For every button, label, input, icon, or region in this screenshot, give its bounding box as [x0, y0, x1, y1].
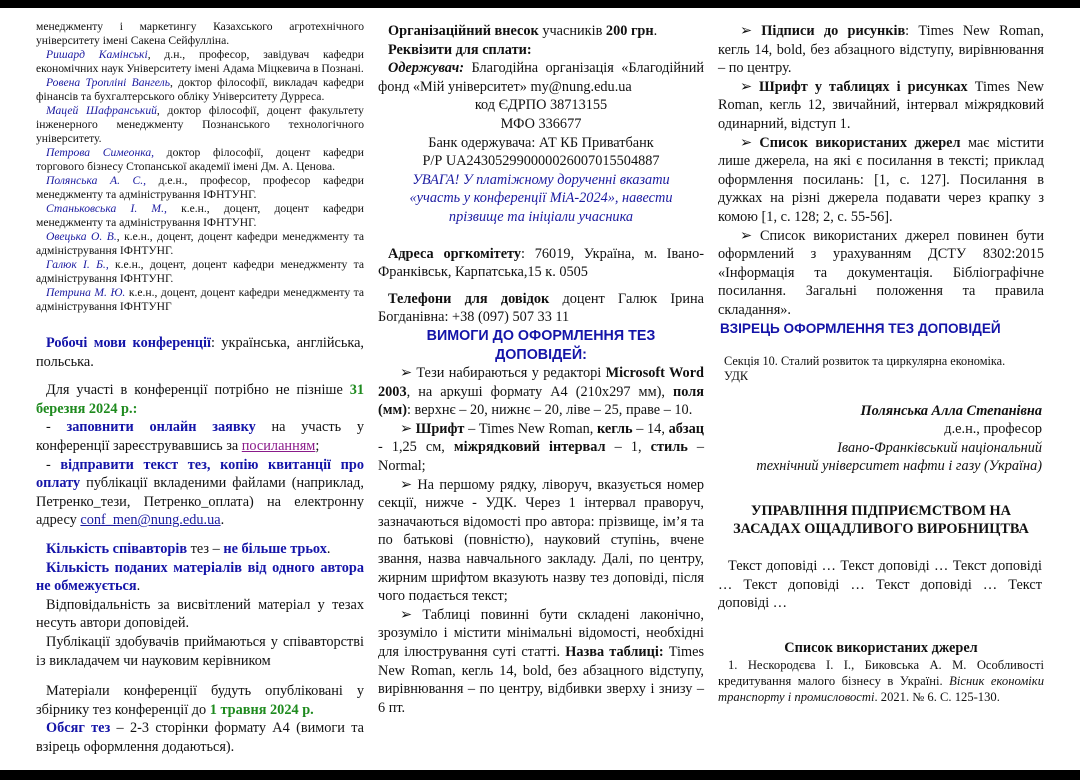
requirement-item: ➢ Список використаних джерел повинен бути оформлений з урахуванням ДСТУ 8302:2015 «Інформація та документація. Бібліографічне посилання. Загальні положення та правила складання».	[718, 227, 1044, 320]
reference-item: 1. Нескородєва І. І., Биковська А. М. Особливості кредитування малого бізнесу в Україні. Вісник економіки транспорту і промисловості. 2021. № 6. С. 125-130.	[718, 657, 1044, 704]
requisites-heading: Реквізити для сплати:	[388, 41, 532, 58]
requirement-item: ➢ Шрифт – Times New Roman, кегль – 14, абзац - 1,25 см, міжрядковий інтервал – 1, стиль – Normal;	[378, 420, 704, 476]
member-name: Петрова Симеонка,	[46, 146, 155, 159]
requirement-item: ➢ Тези набираються у редакторі Microsoft Word 2003, на аркуші формату А4 (210х297 мм), поля (мм): верхнє – 20, нижнє – 20, ліве – 25, праве – 10.	[378, 364, 704, 420]
member-name: Ришард Камінські	[46, 48, 148, 61]
coauthors-paragraph: Кількість співавторів тез – не більше трьох.	[46, 540, 331, 557]
publication-paragraph: Матеріали конференції будуть опубліковані у збірнику тез конференції до 1 травня 2024 р.	[36, 683, 364, 718]
conference-email-link[interactable]: conf_men@nung.edu.ua	[80, 512, 221, 529]
member-name: Станьковська І. М.,	[46, 202, 167, 215]
member-name: Мацей Шафранський	[46, 104, 157, 117]
member-name: Ровена Тропліні Вангель	[46, 76, 170, 89]
sample-udc: УДК	[724, 368, 749, 383]
phones-paragraph: Телефони для довідок доцент Галюк Ірина Богданівна: +38 (097) 507 33 11	[378, 290, 704, 326]
brochure-page	[0, 8, 1080, 770]
member-name: Овецька О. В.	[46, 230, 117, 243]
payment-notice: УВАГА! У платіжному дорученні вказати «участь у конференції МіА-2024», навести прізвище та ініціали учасника	[409, 171, 673, 225]
materials-paragraph: Кількість поданих матеріалів від одного автора не обмежується.	[36, 559, 364, 595]
sample-body: Текст доповіді … Текст доповіді … Текст доповіді … Текст доповіді … Текст доповіді … Текст доповіді …	[718, 558, 1042, 612]
column-middle	[378, 8, 704, 717]
sample-affiliation: технічний університет нафти і газу (Україна)	[756, 458, 1042, 475]
students-paragraph: Публікації здобувачів приймаються у співавторстві із викладачем чи науковим керівником	[36, 633, 364, 669]
committee-entry: Галюк І. Б., к.е.н., доцент, доцент кафедри менеджменту та адміністрування ІФНТУНГ.	[36, 258, 364, 285]
bank-name: Банк одержувача: АТ КБ Приватбанк	[428, 134, 654, 151]
languages-paragraph: Робочі мови конференції: українська, англійська, польська.	[36, 335, 364, 370]
requirements-title: ВИМОГИ ДО ОФОРМЛЕННЯ ТЕЗ ДОПОВІДЕЙ:	[426, 327, 656, 363]
committee-entry: Мацей Шафранський, доктор філософії, доцент факультету інженерного менеджменту Познанського технологічного університету.	[36, 104, 364, 145]
account-number: Р/Р UA243052990000026007015504887	[422, 153, 660, 170]
responsibility-paragraph: Відповідальність за висвітлений матеріал у тезах несуть автори доповідей.	[36, 596, 364, 632]
step-register: - заповнити онлайн заявку на участь у конференції зареєструвавшись за посиланням;	[36, 419, 364, 454]
member-name: Петрина М. Ю.	[46, 286, 126, 299]
sample-thesis	[718, 354, 1044, 705]
committee-entry: Овецька О. В., к.е.н., доцент, доцент кафедри менеджменту та адміністрування ІФНТУНГ.	[36, 230, 364, 257]
references-title: Список використаних джерел	[784, 639, 978, 656]
committee-entry: Станьковська І. М., к.е.н., доцент, доцент кафедри менеджменту та адміністрування ІФНТУНГ.	[36, 202, 364, 229]
sample-section: Секція 10. Сталий розвиток та циркулярна економіка.	[724, 353, 1006, 368]
volume-paragraph: Обсяг тез – 2-3 сторінки формату А4 (вимоги та взірець оформлення додаються).	[36, 720, 364, 755]
committee-list	[36, 20, 364, 314]
publication-date: 1 травня 2024 р.	[209, 701, 314, 718]
committee-entry: Петрова Симеонка, доктор філософії, доцент кафедри торгового бізнесу Стопанської академії імені Дм. А. Ценова.	[36, 146, 364, 173]
sample-degree: д.е.н., професор	[944, 421, 1042, 438]
requirement-item: ➢ Список використаних джерел має містити лише джерела, на які є посилання в тексті; приклад оформлення посилань: [1, с. 127]. Посилання в дужках на різні джерела подавати через крапку з комою [1, с. 128; 2, с. 55-56].	[718, 134, 1044, 227]
committee-entry: менеджменту і маркетингу Казахського агротехнічного університету імені Сакена Сейфулліна.	[36, 20, 364, 47]
edrpou-code: код ЄДРПО 38713155	[474, 97, 608, 114]
sample-title: ВЗІРЕЦЬ ОФОРМЛЕННЯ ТЕЗ ДОПОВІДЕЙ	[720, 320, 1001, 336]
column-left	[36, 8, 364, 756]
committee-entry: Ришард Камінські, д.н., професор, завідувач кафедри економічних наук Університету імені Адама Міцкевича в Познані.	[36, 48, 364, 75]
deadline-date: 31 березня 2024 р.:	[36, 382, 364, 417]
step-send: - відправити текст тез, копію квитанції про оплату публікації вкладеними файлами (наприклад, Петренко_тези, Петренко_оплата) на електронну адресу conf_men@nung.edu.ua.	[36, 456, 364, 529]
member-name: Полянська А. С.,	[46, 174, 147, 187]
mfo-code: МФО 336677	[500, 115, 582, 132]
sample-affiliation: Івано-Франківський національний	[837, 439, 1042, 456]
committee-entry: Петрина М. Ю. к.е.н., доцент, доцент кафедри менеджменту та адміністрування ІФНТУНГ	[36, 286, 364, 313]
recipient-paragraph: Одержувач: Благодійна організація «Благодійний фонд «Мій університет» my@nung.edu.ua	[378, 60, 704, 95]
column-right	[718, 8, 1044, 705]
address-paragraph: Адреса оргкомітету: 76019, Україна, м. Івано-Франківськ, Карпатська,15 к. 0505	[378, 245, 704, 281]
committee-entry: Полянська А. С., д.е.н., професор, професор кафедри менеджменту та адміністрування ІФНТУНГ.	[36, 174, 364, 201]
requirement-item: ➢ На першому рядку, ліворуч, вказується номер секції, нижче - УДК. Через 1 інтервал праворуч, зазначаються відомості про автора: прізвище, ім’я та по батькові (повністю), науковий ступінь, вчене звання, назва навчального закладу. Далі, по центру, жирним шрифтом вказують назву тез доповіді, після чого подається текст;	[378, 476, 704, 606]
registration-link[interactable]: посиланням	[241, 437, 316, 454]
sample-author: Полянська Алла Степанівна	[860, 402, 1042, 419]
fee-paragraph: Організаційний внесок учасників 200 грн.	[388, 23, 658, 39]
committee-entry: Ровена Тропліні Вангель, доктор філософії, викладач кафедри фінансів та бухгалтерського обліку Університету Дурреса.	[36, 76, 364, 103]
participation-paragraph: Для участі в конференції потрібно не пізніше 31 березня 2024 р.:	[36, 382, 364, 417]
requirement-item: ➢ Підписи до рисунків: Times New Roman, кегль 14, bold, без абзацного відступу, вирівнювання – по центру.	[718, 22, 1044, 78]
member-name: Галюк І. Б.,	[46, 258, 109, 271]
requirement-item: ➢ Таблиці повинні бути складені лаконічно, зрозуміло і містити мінімальні відомості, необхідні для ілюстрування суті статті. Назва таблиці: Times New Roman, кегль 14, bold, без абзацного відступу, вирівнювання – по центру, відбивки зверху і знизу – 6 пт.	[378, 606, 704, 718]
sample-thesis-title: УПРАВЛІННЯ ПІДПРИЄМСТВОМ НА ЗАСАДАХ ОЩАДЛИВОГО ВИРОБНИЦТВА	[733, 502, 1029, 538]
requirement-item: ➢ Шрифт у таблицях і рисунках Times New Roman, кегль 12, звичайний, інтервал міжрядковий одинарний, відступ 1.	[718, 78, 1044, 134]
